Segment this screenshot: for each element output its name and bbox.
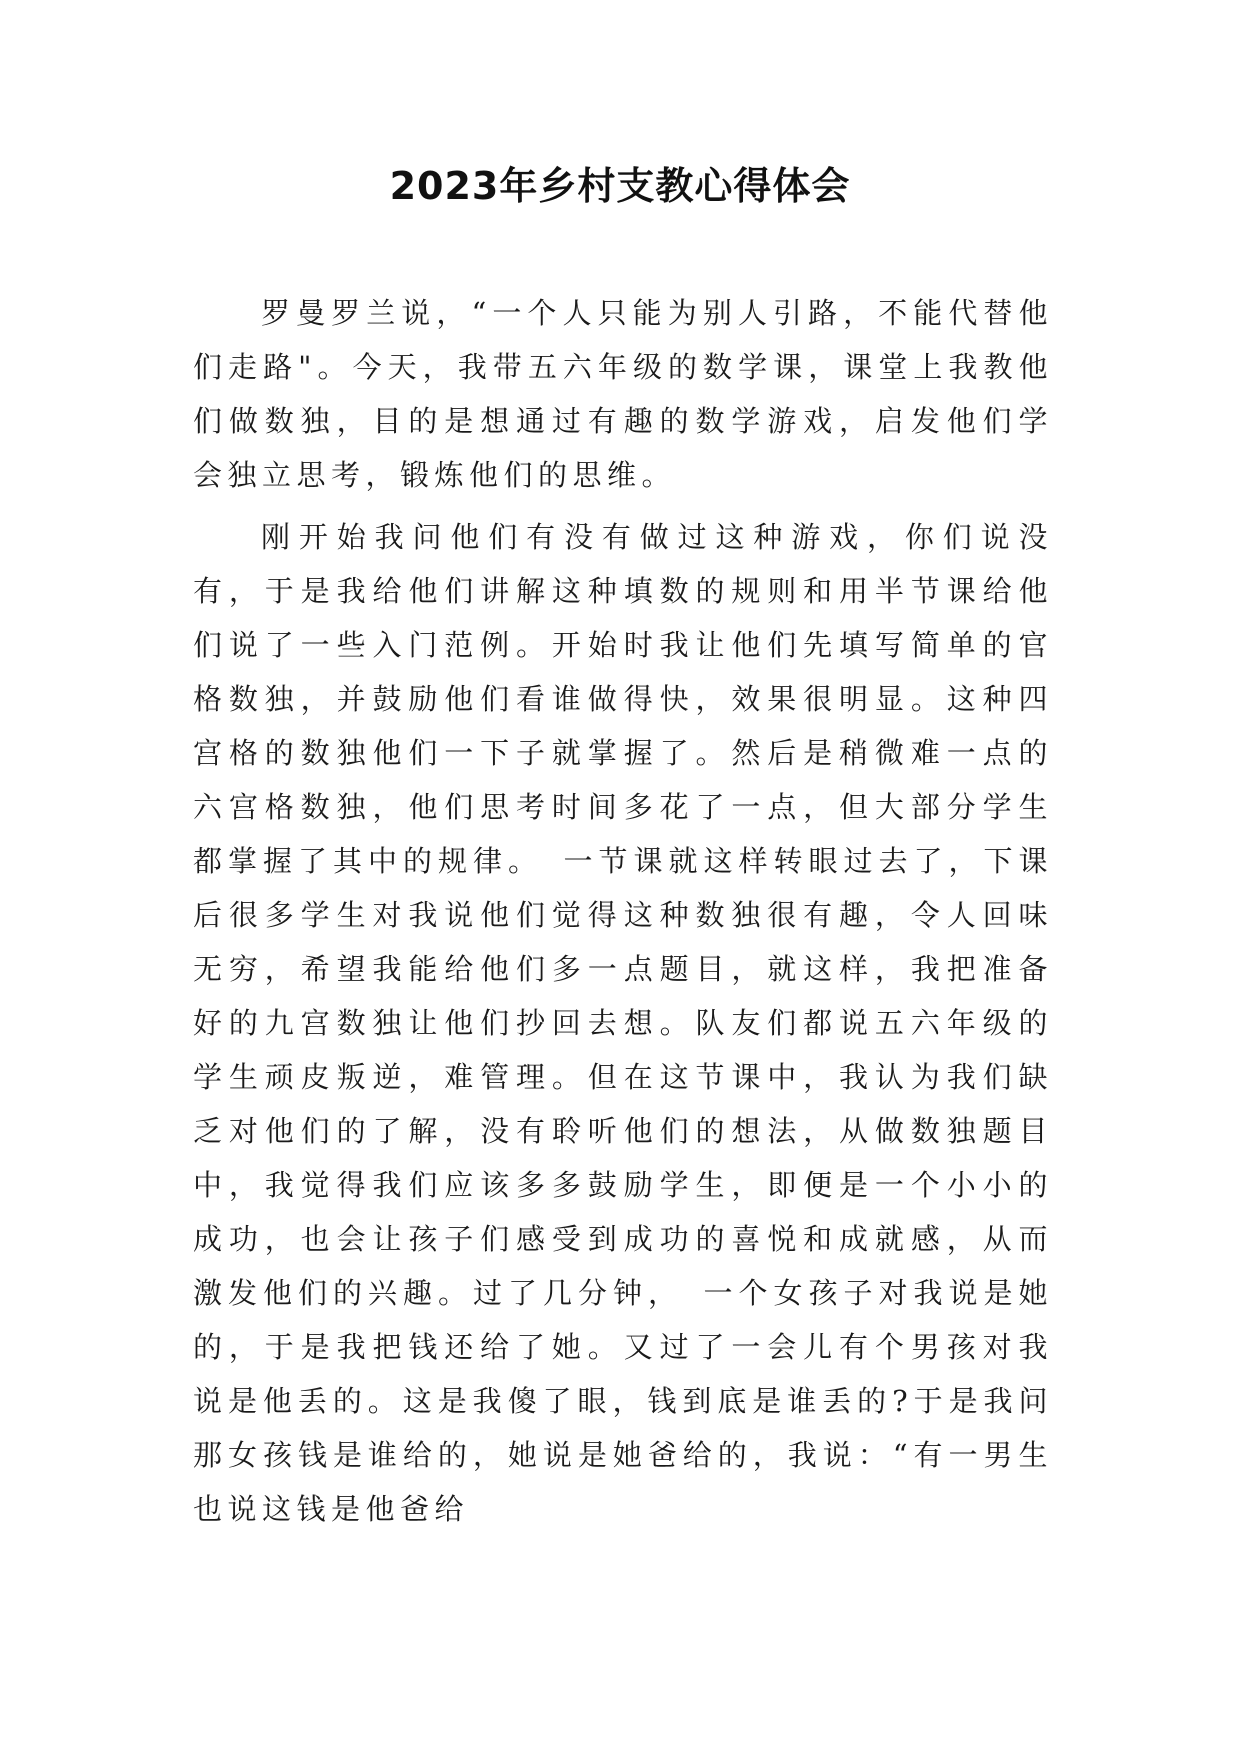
paragraph: 罗曼罗兰说，“一个人只能为别人引路，不能代替他们走路"。今天，我带五六年级的数学课，课堂上我教他们做数独，目的是想通过有趣的数学游戏，启发他们学会独立思考，锻炼他们的思维。 xyxy=(193,296,1053,492)
document-body xyxy=(193,286,1053,1544)
paragraph: 刚开始我问他们有没有做过这种游戏，你们说没有，于是我给他们讲解这种填数的规则和用半节课给他们说了一些入门范例。开始时我让他们先填写简单的官格数独，并鼓励他们看谁做得快，效果很明显。这种四宫格的数独他们一下子就掌握了。然后是稍微难一点的六宫格数独，他们思考时间多花了一点，但大部分学生都掌握了其中的规律。 一节课就这样转眼过去了，下课后很多学生对我说他们觉得这种数独很有趣，令人回味无穷，希望我能给他们多一点题目，就这样，我把准备好的九宫数独让他们抄回去想。队友们都说五六年级的学生顽皮叛逆，难管理。但在这节课中，我认为我们缺乏对他们的了解，没有聆听他们的想法，从做数独题目中，我觉得我们应该多多鼓励学生，即便是一个小小的成功，也会让孩子们感受到成功的喜悦和成就感，从而激发他们的兴趣。过了几分钟， 一个女孩子对我说是她的，于是我把钱还给了她。又过了一会儿有个男孩对我说是他丢的。这是我傻了眼，钱到底是谁丢的?于是我问那女孩钱是谁给的，她说是她爸给的，我说：“有一男生也说这钱是他爸给 xyxy=(193,520,1053,1526)
document-title: 2023年乡村支教心得体会 xyxy=(389,164,851,208)
